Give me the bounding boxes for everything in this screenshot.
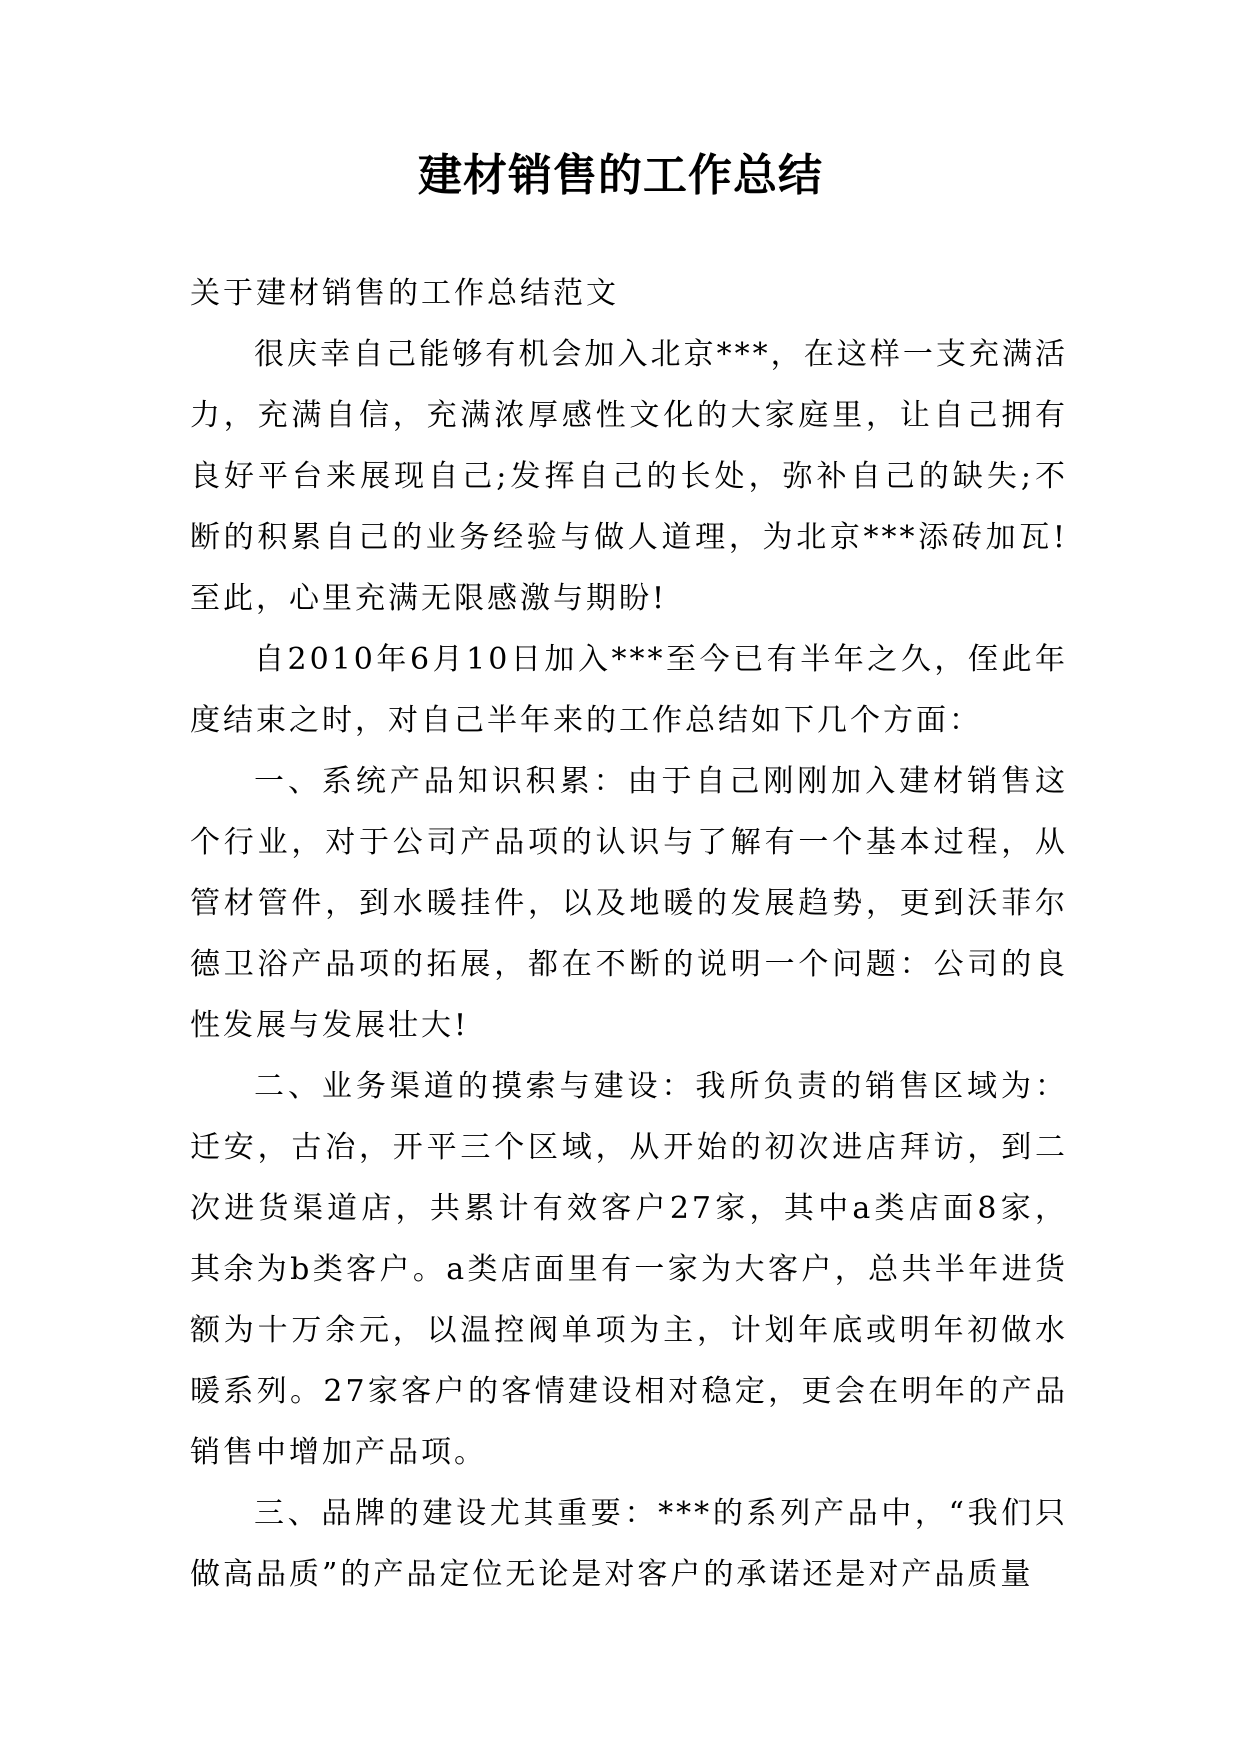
document-subtitle: 关于建材销售的工作总结范文 — [190, 276, 619, 311]
paragraph-section-3: 三、品牌的建设尤其重要：***的系列产品中，“我们只做高品质”的产品定位无论是对客户的承诺还是对产品质量 — [190, 1496, 1068, 1592]
paragraph-summary-lead: 自2010年6月10日加入***至今已有半年之久，侄此年度结束之时，对自己半年来的工作总结如下几个方面： — [190, 642, 1068, 738]
paragraph-intro: 很庆幸自己能够有机会加入北京***，在这样一支充满活力，充满自信，充满浓厚感性文化的大家庭里，让自己拥有良好平台来展现自己;发挥自己的长处，弥补自己的缺失;不断的积累自己的业务经验与做人道理，为北京***添砖加瓦!至此，心里充满无限感激与期盼! — [190, 337, 1068, 616]
paragraph-section-1: 一、系统产品知识积累：由于自己刚刚加入建材销售这个行业，对于公司产品项的认识与了解有一个基本过程，从管材管件，到水暖挂件，以及地暖的发展趋势，更到沃菲尔德卫浴产品项的拓展，都在不断的说明一个问题：公司的良性发展与发展壮大! — [190, 764, 1068, 1043]
document-title: 建材销售的工作总结 — [418, 150, 823, 201]
document-body — [190, 263, 1068, 1605]
paragraph-section-2: 二、业务渠道的摸索与建设：我所负责的销售区域为：迁安，古冶，开平三个区域，从开始的初次进店拜访，到二次进货渠道店，共累计有效客户27家，其中a类店面8家，其余为b类客户。a类店面里有一家为大客户，总共半年进货额为十万余元，以温控阀单项为主，计划年底或明年初做水暖系列。27家客户的客情建设相对稳定，更会在明年的产品销售中增加产品项。 — [190, 1069, 1068, 1470]
